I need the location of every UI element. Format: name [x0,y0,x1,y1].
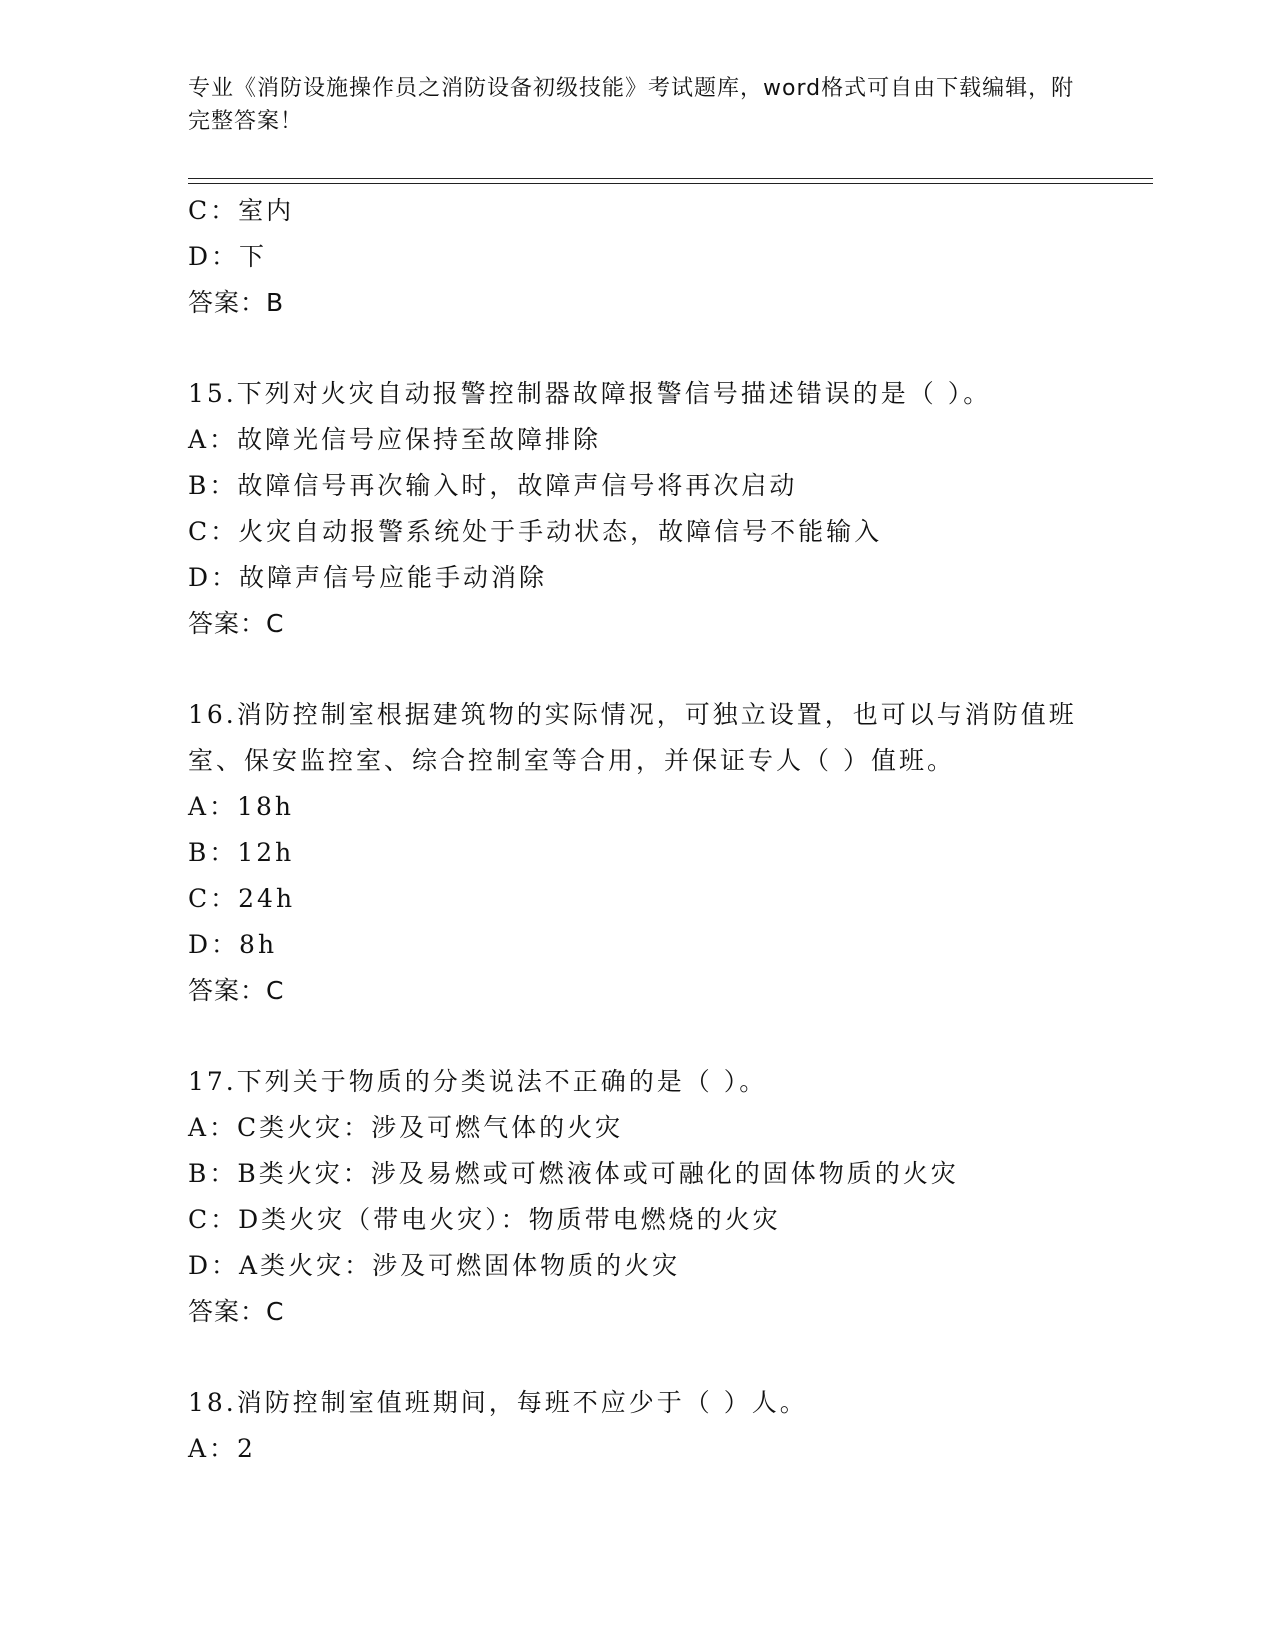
option-d: D：下 [188,242,268,271]
option-c: C：D类火灾（带电火灾）：物质带电燃烧的火灾 [188,1205,781,1234]
question-15 [188,371,1148,647]
option-d: D：8h [188,930,278,959]
question-list [188,188,1148,1472]
question-14-tail [188,188,1148,326]
option-c: C：24h [188,884,296,913]
question-stem: 17.下列关于物质的分类说法不正确的是（ ）。 [188,1067,768,1096]
question-18 [188,1380,1148,1472]
question-16 [188,692,1148,1014]
question-17 [188,1059,1148,1335]
header-divider-second [188,183,1153,184]
option-b: B：12h [188,838,295,867]
answer: 答案：C [188,609,285,638]
answer: 答案：B [188,288,285,317]
option-b: B：故障信号再次输入时，故障声信号将再次启动 [188,471,798,500]
option-b: B：B类火灾：涉及易燃或可燃液体或可融化的固体物质的火灾 [188,1159,959,1188]
option-c: C：室内 [188,196,295,225]
question-stem: 16.消防控制室根据建筑物的实际情况，可独立设置，也可以与消防值班室、保安监控室、综合控制室等合用，并保证专人（ ）值班。 [188,700,1077,775]
option-d: D：A类火灾：涉及可燃固体物质的火灾 [188,1251,681,1280]
option-d: D：故障声信号应能手动消除 [188,563,548,592]
option-c: C：火灾自动报警系统处于手动状态，故障信号不能输入 [188,517,883,546]
answer: 答案：C [188,1297,285,1326]
option-a: A：故障光信号应保持至故障排除 [188,425,602,454]
header-divider [188,178,1153,179]
option-a: A：2 [188,1434,256,1463]
question-stem: 18.消防控制室值班期间，每班不应少于（ ）人。 [188,1388,808,1417]
option-a: A：C类火灾：涉及可燃气体的火灾 [188,1113,624,1142]
question-stem: 15.下列对火灾自动报警控制器故障报警信号描述错误的是（ ）。 [188,379,992,408]
document-header: 专业《消防设施操作员之消防设备初级技能》考试题库，word格式可自由下载编辑，附完整答案！ [188,76,1075,134]
answer: 答案：C [188,976,285,1005]
option-a: A：18h [188,792,294,821]
